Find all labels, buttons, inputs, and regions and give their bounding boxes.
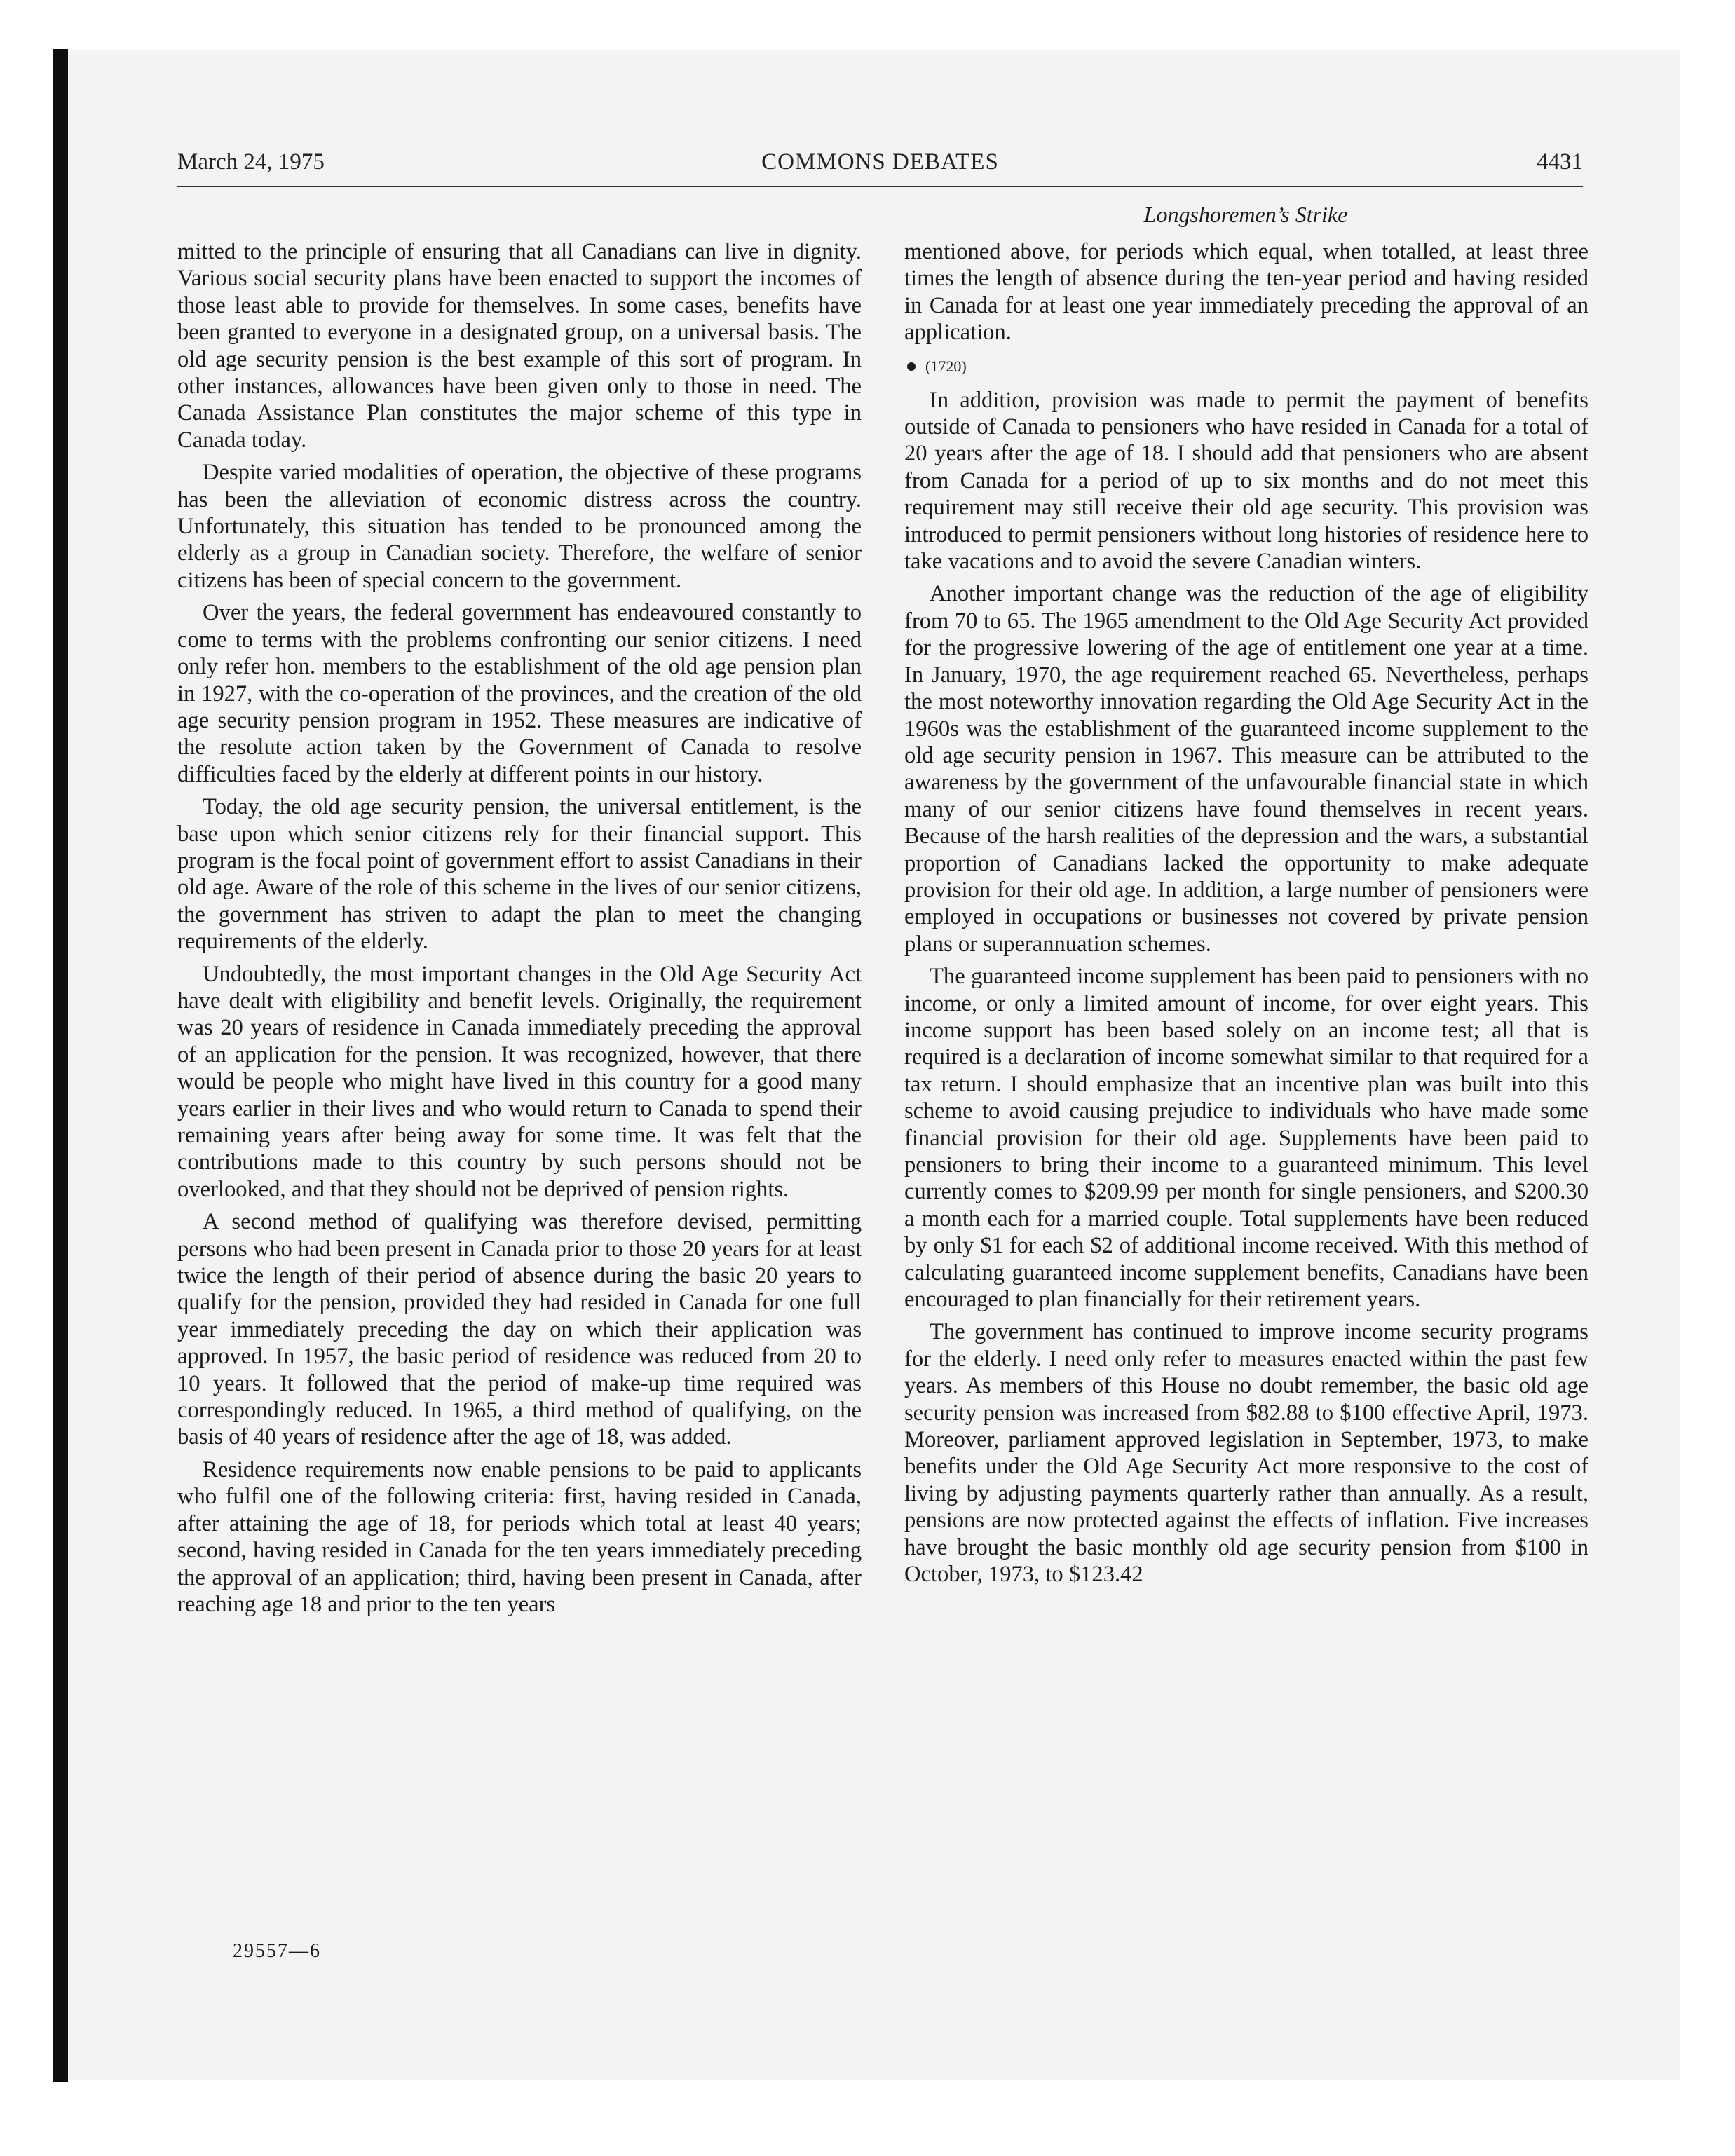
left-paragraph: Today, the old age security pension, the universal entitlement, is the base upon which senior citizens rely for their financial support. This program is the focal point of government effort to assist Canadians in their old age. Aware of the role of this scheme in the lives of our senior citizens, the government has striven to adapt the plan to meet the changing requirements of the elderly. [177, 794, 862, 955]
left-paragraph: mitted to the principle of ensuring that all Canadians can live in dignity. Various social security plans have been enacted to support the incomes of those least able to provide for themselves. In some cases, benefits have been granted to everyone in a designated group, on a universal basis. The old age security pension is the best example of this sort of program. In other instances, allowances have been given only to those in need. The Canada Assistance Plan constitutes the major scheme of this type in Canada today. [177, 239, 862, 453]
left-paragraph: A second method of qualifying was therefore devised, permitting persons who had been present in Canada prior to those 20 years for at least twice the length of their period of absence during the basic 20 years to qualify for the pension, provided they had resided in Canada for one full year immediately preceding the day on which their application was approved. In 1957, the basic period of residence was reduced from 20 to 10 years. It followed that the period of make-up time required was correspondingly reduced. In 1965, a third method of qualifying, on the basis of 40 years of residence after the age of 18, was added. [177, 1209, 862, 1450]
time-marker [904, 356, 1588, 377]
header-title: COMMONS DEBATES [761, 149, 999, 175]
right-paragraph-continued: mentioned above, for periods which equal, when totalled, at least three times the length of absence during the ten-year period and having resided in Canada for at least one year immediately preceding the approval of an application. [904, 239, 1588, 346]
left-paragraph: Despite varied modalities of operation, the objective of these programs has been the alleviation of economic distress across the country. Unfortunately, this situation has tended to be pronounced among the elderly as a group in Canadian society. Therefore, the welfare of senior citizens has been of special concern to the government. [177, 460, 862, 593]
time-marker-text: (1720) [925, 357, 967, 375]
scan-edge-bar [53, 49, 68, 2082]
bullet-dot-icon [907, 362, 916, 371]
left-paragraph: Over the years, the federal government has endeavoured constantly to come to terms with the problems confronting our senior citizens. I need only refer hon. members to the establishment of the old age pension plan in 1927, with the co-operation of the provinces, and the creation of the old age security pension program in 1952. These measures are indicative of the resolute action taken by the Government of Canada to resolve difficulties faced by the elderly at different points in our history. [177, 600, 862, 787]
page-header [177, 144, 1583, 187]
right-paragraph: Another important change was the reduction of the age of eligibility from 70 to 65. The 1965 amendment to the Old Age Security Act provided for the progressive lowering of the age of entitlement one year at a time. In January, 1970, the age requirement reached 65. Nevertheless, perhaps the most noteworthy innovation regarding the Old Age Security Act in the 1960s was the establishment of the guaranteed income supplement to the old age security pension in 1967. This measure can be attributed to the awareness by the government of the unfavourable financial state in which many of our senior citizens have found themselves in recent years. Because of the harsh realities of the depression and the wars, a substantial proportion of Canadians lacked the opportunity to make adequate provision for their old age. In addition, a large number of pensioners were employed in occupations or businesses not covered by private pension plans or superannuation schemes. [904, 581, 1588, 957]
right-paragraph: The government has continued to improve income security programs for the elderly. I need only refer to measures enacted within the past few years. As members of this House no doubt remember, the basic old age security pension was increased from $82.88 to $100 effective April, 1973. Moreover, parliament approved legislation in September, 1973, to make benefits under the Old Age Security Act more responsive to the cost of living by adjusting payments quarterly rather than annually. As a result, pensions are now protected against the effects of inflation. Five increases have brought the basic monthly old age security pension from $100 in October, 1973, to $123.42 [904, 1319, 1588, 1588]
right-column [904, 238, 1588, 1594]
right-paragraph: The guaranteed income supplement has been paid to pensioners with no income, or only a limited amount of income, for over eight years. This income support has been based solely on an income test; all that is required is a declaration of income somewhat similar to that required for a tax return. I should emphasize that an incentive plan was built into this scheme to avoid causing prejudice to individuals who have made some financial provision for their old age. Supplements have been paid to pensioners to bring their income to a guaranteed minimum. This level currently comes to $209.99 per month for single pensioners, and $200.30 a month each for a married couple. Total supplements have been reduced by only $1 for each $2 of additional income received. With this method of calculating guaranteed income supplement benefits, Canadians have been encouraged to plan financially for their retirement years. [904, 964, 1588, 1313]
left-column [177, 238, 862, 1623]
running-head: Longshoremen’s Strike [1143, 202, 1348, 227]
footer-code: 29557—6 [233, 1940, 321, 1962]
header-page-number: 4431 [1537, 149, 1583, 175]
left-paragraph: Residence requirements now enable pensions to be paid to applicants who fulfil one of the following criteria: first, having resided in Canada, after attaining the age of 18, for periods which total at least 40 years; second, having resided in Canada for the ten years immediately preceding the approval of an application; third, having been present in Canada, after reaching age 18 and prior to the ten years [177, 1456, 862, 1617]
left-paragraph: Undoubtedly, the most important changes in the Old Age Security Act have dealt with eligibility and benefit levels. Originally, the requirement was 20 years of residence in Canada immediately preceding the approval of an application for the pension. It was recognized, however, that there would be people who might have lived in this country for a good many years earlier in their lives and who would return to Canada to spend their remaining years after being away for some time. It was felt that the contributions made to this country by such persons should not be overlooked, and that they should not be deprived of pension rights. [177, 961, 862, 1202]
right-paragraph: In addition, provision was made to permit the payment of benefits outside of Canada to pensioners who have resided in Canada for a total of 20 years after the age of 18. I should add that pensioners who are absent from Canada for a period of up to six months and do not meet this requirement may still receive their old age security. This provision was introduced to permit pensioners without long histories of residence here to take vacations and to avoid the severe Canadian winters. [904, 387, 1588, 575]
header-date: March 24, 1975 [177, 149, 325, 175]
